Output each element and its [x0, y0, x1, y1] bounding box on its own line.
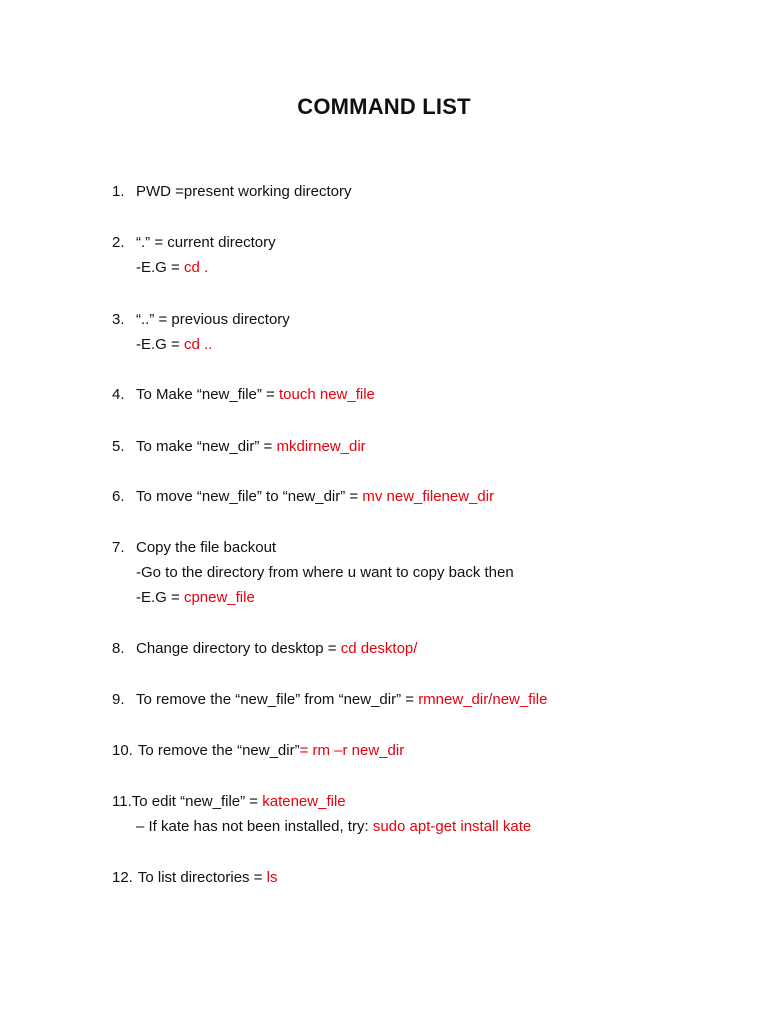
item-example — [112, 585, 514, 610]
list-item-3 — [112, 307, 290, 357]
item-text: Copy the file backout — [136, 539, 277, 556]
command-text: cd desktop/ — [340, 640, 418, 657]
example-prefix: -E.G = — [136, 336, 184, 353]
command-text: mkdirnew_dir — [276, 438, 366, 455]
item-number: 11. — [112, 793, 132, 810]
list-item-9 — [112, 687, 547, 712]
item-number: 9. — [112, 691, 125, 708]
command-text: katenew_file — [262, 793, 346, 810]
list-item-12 — [112, 865, 278, 890]
item-instruction: -Go to the directory from where u want to copy back then — [136, 564, 514, 581]
item-number: 10. — [112, 742, 133, 759]
item-number: 1. — [112, 183, 125, 200]
command-text: cd .. — [183, 336, 213, 353]
item-note — [112, 814, 531, 839]
item-text: To edit “new_file” = — [131, 793, 263, 810]
item-number: 4. — [112, 386, 125, 403]
command-text: rmnew_dir/new_file — [418, 691, 548, 708]
item-number: 5. — [112, 438, 125, 455]
list-item-10 — [112, 738, 404, 763]
item-text: To Make “new_file” = — [136, 386, 279, 403]
item-number: 8. — [112, 640, 125, 657]
list-item-11 — [112, 789, 531, 839]
item-text: To make “new_dir” = — [136, 438, 277, 455]
item-text: Change directory to desktop = — [136, 640, 341, 657]
list-item-1 — [112, 179, 352, 204]
item-number: 12. — [112, 869, 133, 886]
list-item-2 — [112, 230, 276, 280]
note-prefix: – If kate has not been installed, try: — [136, 818, 373, 835]
item-text: To list directories = — [137, 869, 267, 886]
list-item-6 — [112, 484, 494, 509]
command-text: ls — [266, 869, 278, 886]
item-text: “.” = current directory — [136, 234, 276, 251]
item-text: PWD =present working directory — [136, 183, 352, 200]
item-number: 3. — [112, 311, 125, 328]
item-example — [112, 255, 276, 280]
item-example — [112, 332, 290, 357]
command-text: touch new_file — [278, 386, 375, 403]
item-text: “..” = previous directory — [136, 311, 290, 328]
example-prefix: -E.G = — [136, 589, 184, 606]
example-prefix: -E.G = — [136, 259, 184, 276]
command-text: mv new_filenew_dir — [362, 488, 495, 505]
item-text: To remove the “new_file” from “new_dir” = — [136, 691, 419, 708]
command-text: cd . — [183, 259, 209, 276]
item-number: 7. — [112, 539, 125, 556]
list-item-4 — [112, 382, 375, 407]
page-title: COMMAND LIST — [297, 94, 471, 119]
item-text: To remove the “new_dir” — [137, 742, 300, 759]
item-number: 2. — [112, 234, 125, 251]
command-text: = rm –r new_dir — [299, 742, 405, 759]
list-item-8 — [112, 636, 417, 661]
command-text: sudo apt-get install kate — [372, 818, 532, 835]
list-item-5 — [112, 434, 366, 459]
item-text: To move “new_file” to “new_dir” = — [136, 488, 363, 505]
item-number: 6. — [112, 488, 125, 505]
list-item-7 — [112, 535, 514, 610]
command-text: cpnew_file — [183, 589, 255, 606]
